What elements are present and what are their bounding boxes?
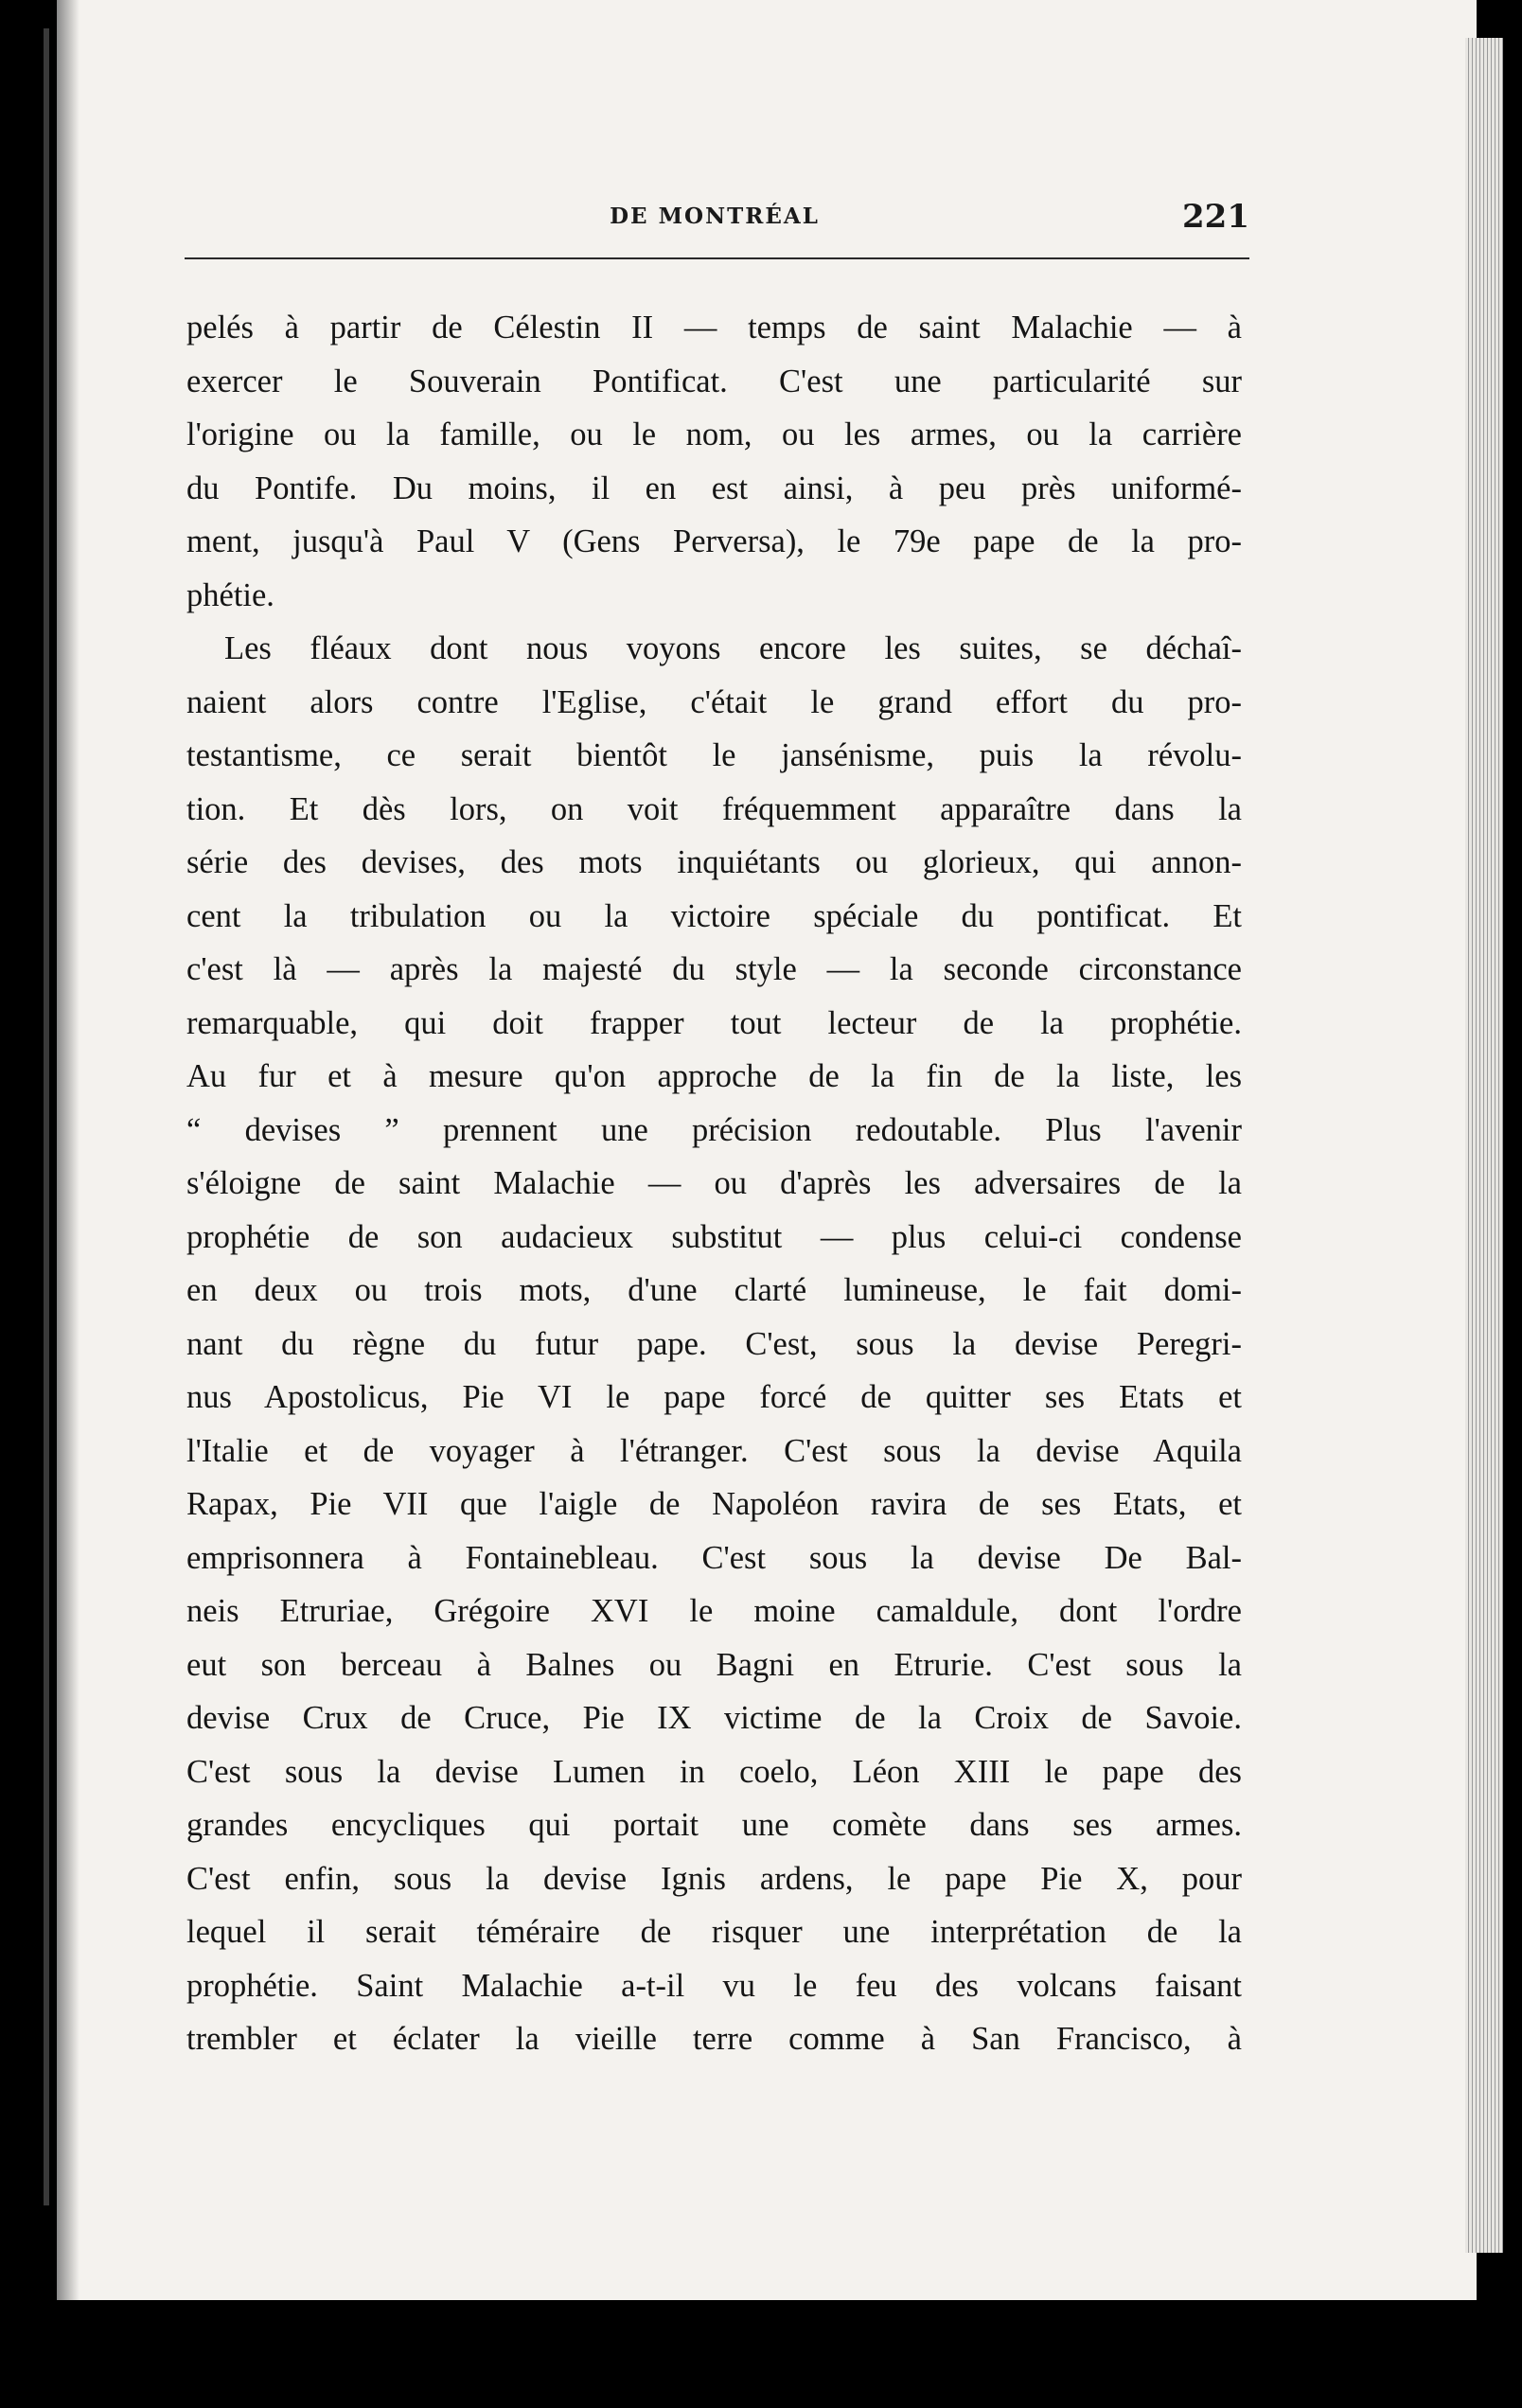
text-line: testantisme, ce serait bientôt le jansénisme, puis la révolu- [186,737,1242,773]
text-line: devise Crux de Cruce, Pie IX victime de la Croix de Savoie. [186,1700,1242,1736]
page-number: 221 [1182,198,1249,236]
text-line: C'est sous la devise Lumen in coelo, Léon XIII le pape des [186,1753,1242,1790]
text-line: c'est là — après la majesté du style — la seconde circonstance [186,951,1242,987]
text-line: lequel il serait téméraire de risquer une interprétation de la [186,1914,1242,1950]
text-line: du Pontife. Du moins, il en est ainsi, à peu près uniformé- [186,469,1242,506]
text-line: Rapax, Pie VII que l'aigle de Napoléon ravira de ses Etats, et [186,1486,1242,1522]
text-line: prophétie. Saint Malachie a-t-il vu le feu des volcans faisant [186,1967,1242,2004]
text-line: Au fur et à mesure qu'on approche de la fin de la liste, les [186,1058,1242,1094]
text-line: naient alors contre l'Eglise, c'était le grand effort du pro- [186,683,1242,720]
body-text [186,301,1242,2066]
text-line: prophétie de son audacieux substitut — plus celui-ci condense [186,1218,1242,1255]
text-line: Les fléaux dont nous voyons encore les suites, se déchaî- [224,630,1242,666]
text-line: nant du règne du futur pape. C'est, sous la devise Peregri- [186,1325,1242,1362]
text-line: “ devises ” prennent une précision redoutable. Plus l'avenir [186,1111,1242,1148]
running-head-title: DE MONTRÉAL [610,204,820,229]
text-line: eut son berceau à Balnes ou Bagni en Etrurie. C'est sous la [186,1646,1242,1683]
text-line: neis Etruriae, Grégoire XVI le moine camaldule, dont l'ordre [186,1593,1242,1629]
text-line: l'origine ou la famille, ou le nom, ou les armes, ou la carrière [186,416,1242,452]
text-line: trembler et éclater la vieille terre comme à San Francisco, à [186,2021,1242,2057]
text-line: C'est enfin, sous la devise Ignis ardens, le pape Pie X, pour [186,1860,1242,1897]
text-line: s'éloigne de saint Malachie — ou d'après les adversaires de la [186,1165,1242,1201]
text-line: ment, jusqu'à Paul V (Gens Perversa), le 79e pape de la pro- [186,523,1242,559]
gutter-shadow [57,0,80,2300]
text-line: remarquable, qui doit frapper tout lecteur de la prophétie. [186,1004,1242,1041]
header-rule [185,257,1249,259]
text-line: exercer le Souverain Pontificat. C'est une particularité sur [186,363,1242,399]
text-line: tion. Et dès lors, on voit fréquemment apparaître dans la [186,790,1242,827]
binding-edge [44,28,49,2205]
text-line: grandes encycliques qui portait une comète dans ses armes. [186,1807,1242,1843]
stacked-page-edges [1465,38,1503,2253]
text-line: phétie. [186,576,274,613]
text-line: nus Apostolicus, Pie VI le pape forcé de quitter ses Etats et [186,1379,1242,1415]
running-head [180,198,1249,241]
text-line: emprisonnera à Fontainebleau. C'est sous la devise De Bal- [186,1539,1242,1576]
text-line: l'Italie et de voyager à l'étranger. C'est sous la devise Aquila [186,1432,1242,1469]
text-line: en deux ou trois mots, d'une clarté lumineuse, le fait domi- [186,1272,1242,1308]
text-line: série des devises, des mots inquiétants ou glorieux, qui annon- [186,844,1242,880]
text-line: cent la tribulation ou la victoire spéciale du pontificat. Et [186,897,1242,934]
text-line: pelés à partir de Célestin II — temps de saint Malachie — à [186,310,1242,345]
